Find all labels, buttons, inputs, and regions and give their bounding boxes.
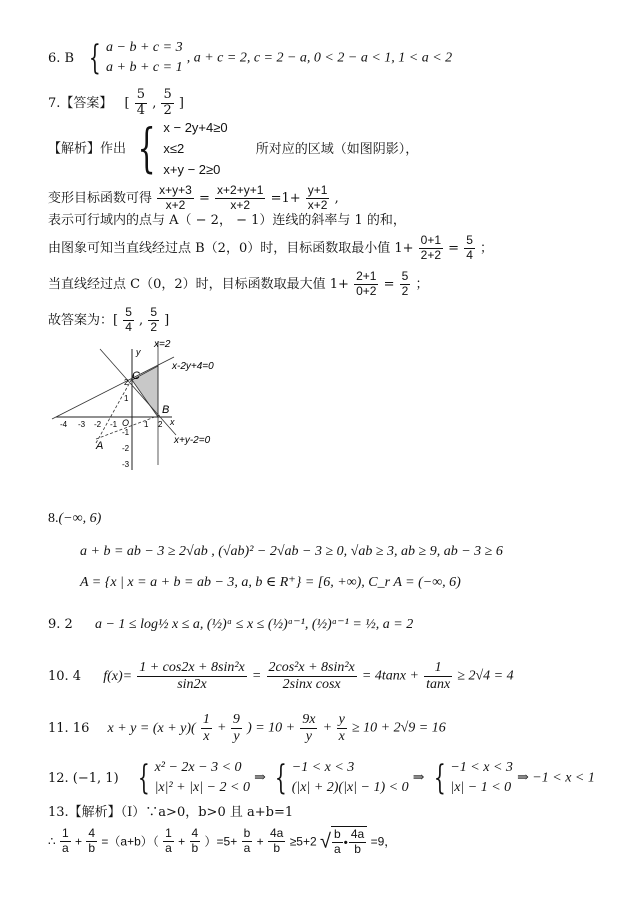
item-6-eq2: a + b + c = 1 bbox=[106, 60, 183, 76]
item-13-label: 13.【解析】（Ⅰ）∵a>0，b>0 且 a+b=1 bbox=[48, 805, 294, 820]
item-12-sys-2: −1 < x < 3 (|x| + 2)(|x| − 1) < 0 bbox=[291, 760, 409, 796]
sqrt-sign: √ bbox=[319, 830, 331, 853]
frac-10-3: $\frac{1}{\tan x}$ bbox=[426, 660, 451, 693]
item-12 bbox=[48, 758, 595, 799]
frac-max-value: $\frac{5}{2}$ bbox=[401, 269, 409, 298]
frac-13-8: $\frac{4a}{b}$ bbox=[350, 827, 365, 856]
frac-11-c: $\frac{9x}{y}$ bbox=[302, 712, 316, 745]
item-9 bbox=[48, 618, 413, 632]
frac-max: $\frac{2+1}{0+2}$ bbox=[356, 269, 377, 298]
y-tick-neg2: -2 bbox=[122, 444, 130, 453]
system-brace: { bbox=[137, 119, 156, 180]
item-9-expr: a − 1 ≤ log½ x ≤ a, (½)ᵃ ≤ x ≤ (½)ᵃ⁻¹, (½)ᵃ⁻¹ = ½, a = 2 bbox=[94, 617, 414, 632]
label-x: x bbox=[170, 417, 175, 427]
constraint-list bbox=[163, 118, 227, 180]
x-tick-1: 1 bbox=[144, 420, 149, 429]
item-10-label: 10. 4 bbox=[48, 669, 82, 685]
x-tick-neg3: -3 bbox=[78, 420, 86, 429]
item-6-eq1: a − b + c = 3 bbox=[106, 40, 183, 55]
item-10: 10. 4 f(x)= $\frac{\text{1 + cos2x + 8sin²x}}{\sin 2x}$ = $\frac{\text{2cos²x + 8sin²x}}{\text{2sinx cosx}}$ = 4tanx + $\frac{1}{\tan x}$ ≥ 2√4 = 4 bbox=[48, 660, 514, 693]
system-brace: { bbox=[274, 758, 287, 799]
item-12-sys-1: x² − 2x − 3 < 0 |x|² + |x| − 2 < 0 bbox=[154, 760, 250, 796]
frac-13-7: $\frac{b}{a}$ bbox=[333, 827, 341, 856]
item-6-rest: , a + c = 2, c = 2 − a, 0 < 2 − a < 1, 1 < a < 2 bbox=[186, 50, 453, 66]
frac-11-b: $\frac{9}{y}$ bbox=[232, 712, 240, 745]
item-12-label: 12. (−1, 1) bbox=[48, 770, 119, 786]
item-8-line2: A = {x | x = a + b = ab − 3, a, b ∈ R⁺} = [6, +∞), C_r A = (−∞, 6) bbox=[80, 575, 461, 590]
frac-5-4: $\frac{5}{4}$ bbox=[136, 87, 146, 118]
item-7-max: 当直线经过点 C（0，2）时，目标函数取最大值 1+ $\frac{2+1}{0+2}$ = $\frac{5}{2}$ ； bbox=[48, 269, 429, 298]
label-line-2: x+y-2=0 bbox=[174, 435, 211, 446]
frac-min: $\frac{0+1}{2+2}$ bbox=[420, 233, 442, 262]
feasible-region-graph bbox=[48, 335, 248, 475]
frac-13-2: $\frac{4}{b}$ bbox=[88, 826, 96, 855]
frac-final-1: $\frac{5}{4}$ bbox=[125, 305, 132, 334]
y-tick-neg3: -3 bbox=[122, 460, 130, 469]
frac-13-5: $\frac{b}{a}$ bbox=[243, 826, 251, 855]
frac-11-a: $\frac{1}{x}$ bbox=[202, 712, 210, 745]
label-y: y bbox=[136, 347, 141, 357]
label-o: O bbox=[122, 418, 130, 428]
system-brace: { bbox=[433, 758, 446, 799]
label-a: A bbox=[96, 440, 104, 452]
frac-10-1: $\frac{\text{1 + cos2x + 8sin²x}}{\sin 2x}$ bbox=[139, 660, 245, 693]
frac-13-6: $\frac{4a}{b}$ bbox=[269, 826, 284, 855]
system-brace: { bbox=[89, 38, 102, 79]
frac-t3: $\frac{y+1}{x+2}$ bbox=[307, 183, 328, 212]
frac-11-d: $\frac{y}{x}$ bbox=[338, 712, 345, 745]
item-9-label: 9. 2 bbox=[48, 617, 73, 632]
item-7-transform: 变形目标函数可得 $\frac{x+y+3}{x+2}$ = $\frac{x+2+y+1}{x+2}$ =1+ $\frac{y+1}{x+2}$ , bbox=[48, 183, 339, 212]
x-tick-neg2: -2 bbox=[94, 420, 102, 429]
y-tick-1: 1 bbox=[124, 394, 129, 403]
x-tick-labels bbox=[60, 420, 163, 429]
item-11: 11. 16 x + y = (x + y)( $\frac{1}{x}$ + $\frac{9}{y}$ ) = 10 + $\frac{9x}{y}$ + $\frac{y}{x}$ ≥ 10 + 2√9 = 16 bbox=[48, 712, 446, 745]
item-7-answer: 7.【答案】 [ $\frac{5}{4}$ , $\frac{5}{2}$ ] bbox=[48, 87, 184, 118]
frac-13-1: $\frac{1}{a}$ bbox=[61, 826, 69, 855]
item-7-final: 故答案为：[ $\frac{5}{4}$ , $\frac{5}{2}$ ] bbox=[48, 305, 170, 334]
item-7-min: 由图象可知当直线经过点 B（2，0）时，目标函数取最小值 1+ $\frac{0+1}{2+2}$ = $\frac{5}{4}$ ； bbox=[48, 233, 494, 262]
sqrt-body: $\frac{b}{a}$ • $\frac{4a}{b}$ bbox=[331, 826, 367, 857]
item-8-answer: (−∞, 6) bbox=[58, 511, 102, 526]
constraint-3: x+y − 2≥0 bbox=[163, 161, 221, 177]
frac-t1: $\frac{x+y+3}{x+2}$ bbox=[159, 183, 192, 212]
item-6-system bbox=[106, 38, 183, 79]
item-7-meaning: 表示可行域内的点与 A（ − 2， − 1）连线的斜率与 1 的和， bbox=[48, 213, 406, 228]
system-brace: { bbox=[137, 758, 150, 799]
x-tick-neg4: -4 bbox=[60, 420, 68, 429]
bracket: [ bbox=[124, 95, 130, 111]
constraint-2: x≤2 bbox=[163, 140, 185, 156]
item-7-constraints bbox=[48, 118, 418, 180]
frac-min-value: $\frac{5}{4}$ bbox=[466, 233, 473, 262]
x-tick-2: 2 bbox=[158, 420, 163, 429]
label-b: B bbox=[162, 404, 170, 416]
label-line-1: x-2y+4=0 bbox=[172, 361, 214, 372]
item-8-line1: a + b = ab − 3 ≥ 2√ab , (√ab)² − 2√ab − 3 ≥ 0, √ab ≥ 3, ab ≥ 9, ab − 3 ≥ 6 bbox=[80, 544, 503, 559]
label-c: C bbox=[132, 370, 140, 382]
frac-13-3: $\frac{1}{a}$ bbox=[165, 826, 172, 855]
y-tick-neg1: -1 bbox=[122, 428, 130, 437]
item-13-expr: ∴ $\frac{1}{a}$ + $\frac{4}{b}$ =（a+b）（ $\frac{1}{a}$ + $\frac{4}{b}$ ）=5+ $\frac{b}{a}$ + $\frac{4a}{b}$ ≥5+2 √ $\frac{b}{a}$ • $\frac{4a}{b}$ =9， bbox=[48, 826, 397, 856]
item-8-label-line: 8.(−∞, 6) bbox=[48, 511, 102, 526]
item-6 bbox=[48, 38, 452, 79]
frac-final-2: $\frac{5}{2}$ bbox=[150, 305, 158, 334]
item-6-label: 6. B bbox=[48, 50, 75, 66]
x-tick-neg1: -1 bbox=[110, 420, 118, 429]
implies-arrow: ⇒ bbox=[412, 770, 425, 786]
item-11-label: 11. 16 bbox=[48, 721, 90, 737]
constraint-1: x − 2y+4≥0 bbox=[163, 120, 228, 135]
region-text: 所对应的区域（如图阴影）， bbox=[255, 141, 419, 157]
item-12-sys-3: −1 < x < 3 |x| − 1 < 0 bbox=[450, 760, 513, 796]
frac-13-4: $\frac{4}{b}$ bbox=[191, 826, 199, 855]
analysis-label: 【解析】作出 bbox=[48, 141, 127, 157]
frac-10-2: $\frac{\text{2cos²x + 8sin²x}}{\text{2sinx cosx}}$ bbox=[268, 660, 355, 693]
y-tick-2: 2 bbox=[124, 378, 129, 387]
item-7-label: 7.【答案】 bbox=[48, 95, 113, 111]
label-x-eq-2: x=2 bbox=[154, 339, 171, 350]
implies-arrow: ⇒ bbox=[254, 770, 266, 786]
frac-t2: $\frac{x+2+y+1}{x+2}$ bbox=[217, 183, 264, 212]
frac-5-2: $\frac{5}{2}$ bbox=[163, 87, 172, 118]
item-12-result: ⇒ −1 < x < 1 bbox=[517, 770, 595, 786]
